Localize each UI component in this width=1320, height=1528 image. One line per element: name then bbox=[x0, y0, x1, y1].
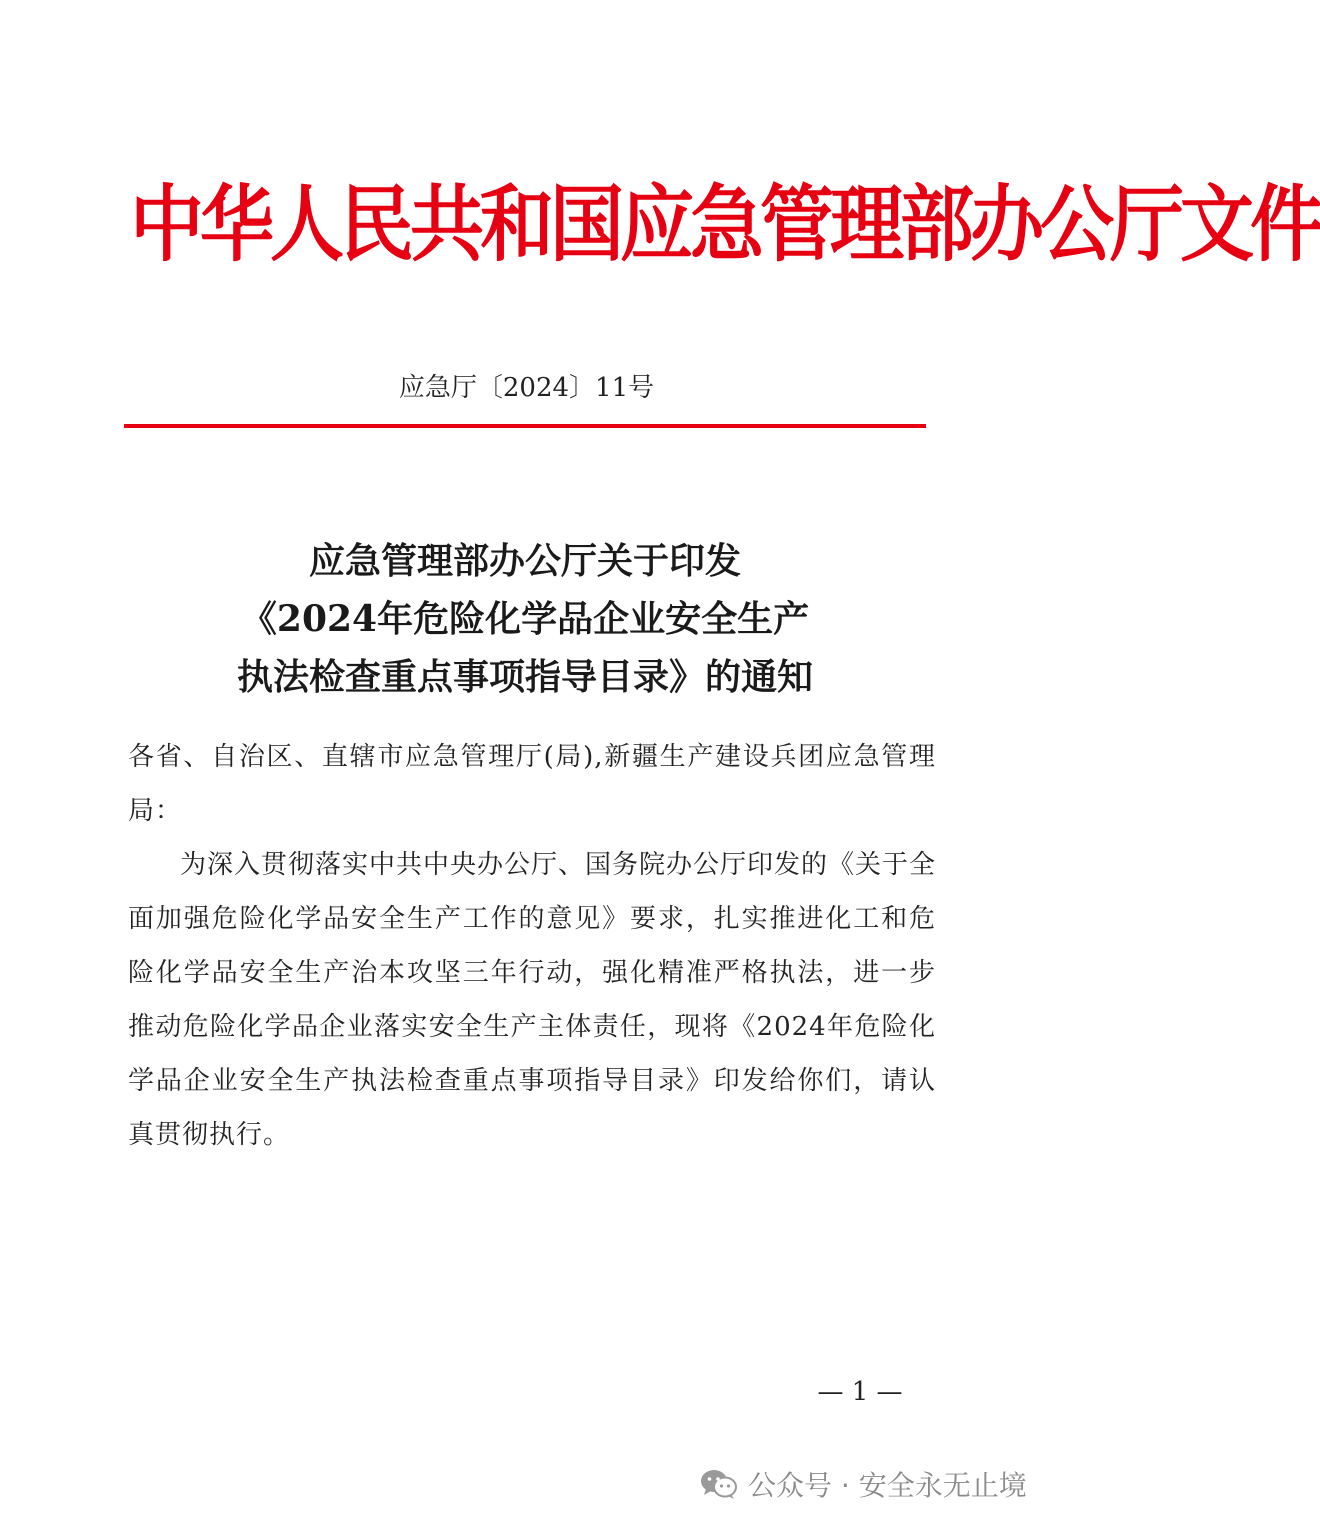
title-line-3: 执法检查重点事项指导目录》的通知 bbox=[236, 656, 813, 698]
body-paragraph: 为深入贯彻落实中共中央办公厅、国务院办公厅印发的《关于全面加强危险化学品安全生产工作的意见》要求，扎实推进化工和危险化学品安全生产治本攻坚三年行动，强化精准严格执法，进一步推动危险化学品企业落实安全生产主体责任，现将《2024年危险化学品企业安全生产执法检查重点事项指导目录》印发给你们，请认真贯彻执行。 bbox=[128, 850, 937, 1150]
wechat-watermark bbox=[700, 1462, 1027, 1506]
notice-title bbox=[100, 532, 950, 706]
addressee: 各省、自治区、直辖市应急管理厅(局),新疆生产建设兵团应急管理局： bbox=[128, 742, 936, 826]
page-number: — 1 — bbox=[817, 1377, 903, 1407]
document-body bbox=[128, 730, 936, 1162]
title-line-1: 应急管理部办公厅关于印发 bbox=[308, 540, 741, 582]
document-number: 应急厅〔2024〕11号 bbox=[398, 373, 655, 403]
watermark-text: 公众号 · 安全永无止境 bbox=[748, 1469, 1027, 1502]
title-line-2: 《2024年危险化学品企业安全生产 bbox=[240, 598, 810, 640]
red-divider-line bbox=[124, 424, 926, 428]
wechat-icon bbox=[700, 1468, 738, 1500]
document-masthead: 中华人民共和国应急管理部办公厅文件 bbox=[130, 176, 1320, 274]
